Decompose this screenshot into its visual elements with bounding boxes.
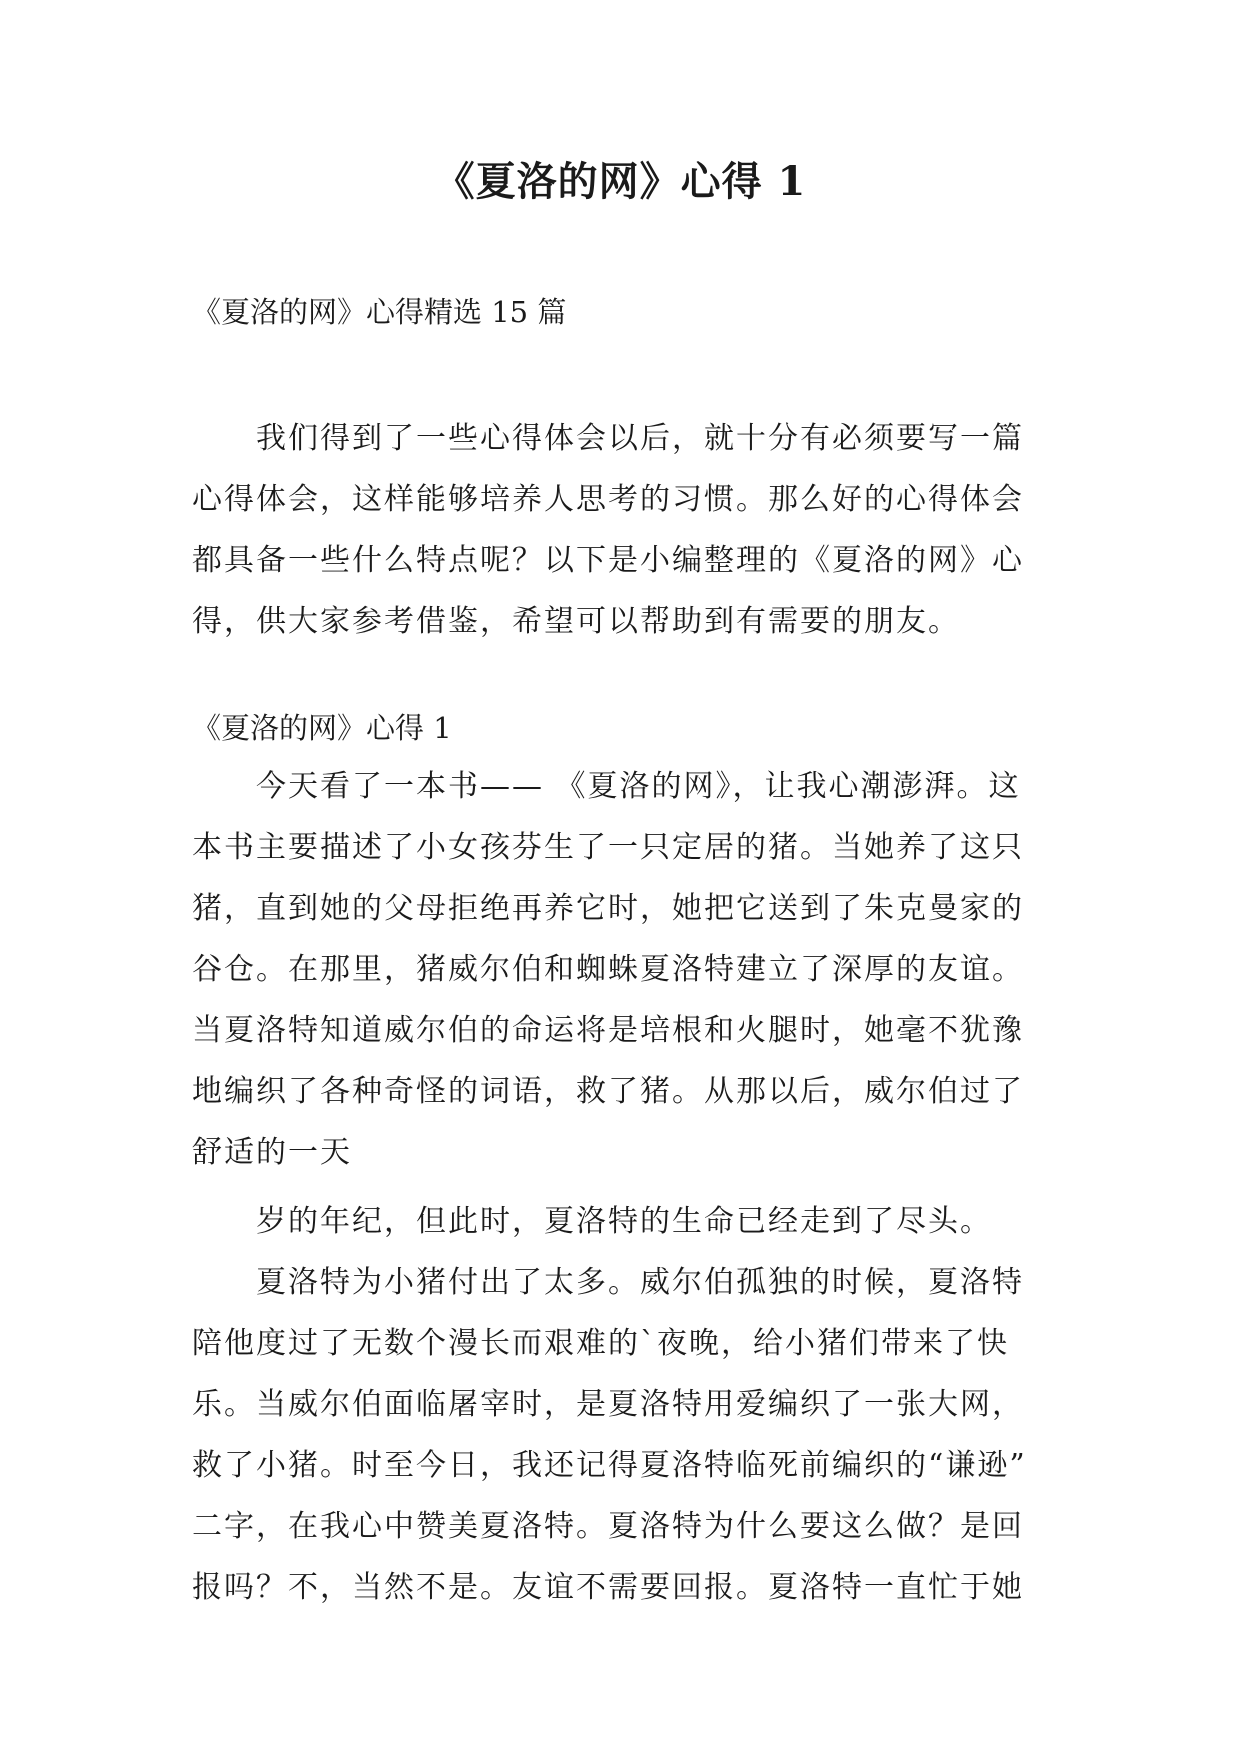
paragraph-line: 猪，直到她的父母拒绝再养它时，她把它送到了朱克曼家的 xyxy=(192,891,1024,926)
paragraph-line: 乐。当威尔伯面临屠宰时，是夏洛特用爱编织了一张大网， xyxy=(192,1387,1024,1422)
paragraph-line: 本书主要描述了小女孩芬生了一只定居的猪。当她养了这只 xyxy=(192,830,1024,865)
paragraph-line: 救了小猪。时至今日，我还记得夏洛特临死前编织的“谦逊” xyxy=(192,1448,1027,1483)
document-title: 《夏洛的网》心得 1 xyxy=(434,158,807,205)
paragraph-line: 心得体会，这样能够培养人思考的习惯。那么好的心得体会 xyxy=(192,482,1024,517)
paragraph-line: 陪他度过了无数个漫长而艰难的`夜晚，给小猪们带来了快 xyxy=(192,1326,1009,1361)
paragraph-line: 都具备一些什么特点呢？以下是小编整理的《夏洛的网》心 xyxy=(192,543,1024,578)
document-subtitle: 《夏洛的网》心得精选 15 篇 xyxy=(192,295,567,329)
body-paragraph-2 xyxy=(192,1191,1054,1618)
paragraph-line: 谷仓。在那里，猪威尔伯和蜘蛛夏洛特建立了深厚的友谊。 xyxy=(192,952,1024,987)
paragraph-line: 报吗？不，当然不是。友谊不需要回报。夏洛特一直忙于她 xyxy=(192,1570,1024,1605)
paragraph-line: 夏洛特为小猪付出了太多。威尔伯孤独的时候，夏洛特 xyxy=(256,1265,1024,1300)
intro-paragraph xyxy=(192,408,1054,652)
paragraph-line: 二字，在我心中赞美夏洛特。夏洛特为什么要这么做？是回 xyxy=(192,1509,1024,1544)
paragraph-line: 我们得到了一些心得体会以后，就十分有必须要写一篇 xyxy=(256,421,1024,456)
paragraph-line: 当夏洛特知道威尔伯的命运将是培根和火腿时，她毫不犹豫 xyxy=(192,1013,1024,1048)
paragraph-line: 得，供大家参考借鉴，希望可以帮助到有需要的朋友。 xyxy=(192,604,960,639)
body-paragraph-1 xyxy=(192,756,1054,1183)
section-heading: 《夏洛的网》心得 1 xyxy=(192,711,452,745)
paragraph-line: 地编织了各种奇怪的词语，救了猪。从那以后，威尔伯过了 xyxy=(192,1074,1024,1109)
paragraph-line: 岁的年纪，但此时，夏洛特的生命已经走到了尽头。 xyxy=(256,1204,992,1239)
paragraph-line: 舒适的一天 xyxy=(192,1135,352,1170)
paragraph-line: 今天看了一本书—— 《夏洛的网》，让我心潮澎湃。这 xyxy=(256,769,1021,804)
